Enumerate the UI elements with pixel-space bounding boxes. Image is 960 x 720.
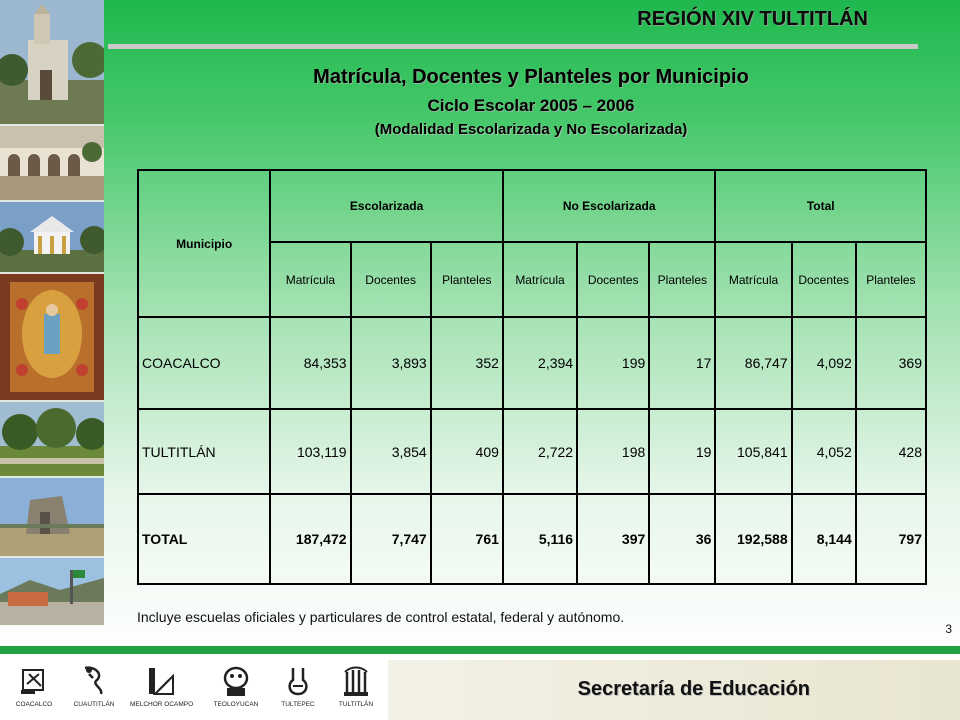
total-value-cell: 7,747 (351, 494, 431, 584)
logo-label: TULTEPEC (281, 701, 315, 708)
subheader-matricula: Matrícula (270, 242, 350, 317)
tultitlan-glyph-icon (341, 664, 371, 698)
municipio-cell: TULTITLÁN (138, 409, 270, 494)
total-row (138, 494, 926, 584)
subheader-docentes: Docentes (792, 242, 856, 317)
page-number: 3 (945, 622, 952, 636)
footer (0, 660, 960, 720)
top-rule (108, 44, 918, 49)
modality-subtitle: (Modalidad Escolarizada y No Escolarizada) (374, 121, 688, 138)
photo-strip (0, 0, 104, 625)
cuautitlan-glyph-icon (79, 664, 109, 698)
green-band (0, 646, 960, 654)
value-cell: 352 (431, 317, 503, 409)
tultitlan-logo (326, 664, 386, 708)
subheader-matricula: Matrícula (715, 242, 791, 317)
total-value-cell: 397 (577, 494, 649, 584)
table-row (138, 409, 926, 494)
cuautitlan-logo (64, 664, 124, 708)
footnote: Incluye escuelas oficiales y particulares de control estatal, federal y autónomo. (137, 609, 625, 625)
value-cell: 199 (577, 317, 649, 409)
teoloyucan-logo (206, 664, 266, 708)
coacalco-logo (4, 664, 64, 708)
total-value-cell: 761 (431, 494, 503, 584)
value-cell: 2,394 (503, 317, 577, 409)
total-value-cell: 8,144 (792, 494, 856, 584)
value-cell: 86,747 (715, 317, 791, 409)
subheader-planteles: Planteles (431, 242, 503, 317)
total-label-cell: TOTAL (138, 494, 270, 584)
church-photo (0, 0, 104, 126)
logo-label: MELCHOR OCAMPO (130, 701, 194, 708)
school-cycle: Ciclo Escolar 2005 – 2006 (427, 96, 635, 115)
subheader-docentes: Docentes (577, 242, 649, 317)
total-value-cell: 5,116 (503, 494, 577, 584)
group-header-escolarizada: Escolarizada (270, 170, 503, 242)
kiosk-photo (0, 202, 104, 274)
total-value-cell: 187,472 (270, 494, 350, 584)
tultepec-glyph-icon (283, 664, 313, 698)
value-cell: 4,092 (792, 317, 856, 409)
value-cell: 3,893 (351, 317, 431, 409)
total-value-cell: 797 (856, 494, 926, 584)
subheader-planteles: Planteles (649, 242, 715, 317)
municipal-logos (0, 660, 388, 720)
plaza-photo (0, 558, 104, 625)
header-group-row (138, 170, 926, 242)
logo-label: TEOLOYUCAN (213, 701, 259, 708)
melchor-ocampo-glyph-icon (143, 664, 177, 698)
value-cell: 84,353 (270, 317, 350, 409)
value-cell: 2,722 (503, 409, 577, 494)
subheader-planteles: Planteles (856, 242, 926, 317)
municipio-header: Municipio (138, 170, 270, 317)
arcade-photo (0, 126, 104, 202)
value-cell: 103,119 (270, 409, 350, 494)
park-photo (0, 402, 104, 478)
value-cell: 4,052 (792, 409, 856, 494)
group-header-no-escolarizada: No Escolarizada (503, 170, 716, 242)
value-cell: 369 (856, 317, 926, 409)
region-title: REGIÓN XIV TULTITLÁN (637, 8, 868, 30)
value-cell: 17 (649, 317, 715, 409)
total-value-cell: 192,588 (715, 494, 791, 584)
logo-label: COACALCO (15, 701, 53, 708)
group-header-total: Total (715, 170, 926, 242)
logo-label: TULTITLÁN (338, 701, 374, 708)
page-title: Matrícula, Docentes y Planteles por Municipio (313, 66, 749, 88)
value-cell: 105,841 (715, 409, 791, 494)
subheader-docentes: Docentes (351, 242, 431, 317)
value-cell: 19 (649, 409, 715, 494)
value-cell: 428 (856, 409, 926, 494)
melchor-ocampo-logo (130, 664, 194, 708)
value-cell: 3,854 (351, 409, 431, 494)
table-row (138, 317, 926, 409)
data-table (137, 169, 927, 585)
logo-label: CUAUTITLÁN (73, 701, 115, 708)
ministry-name: Secretaría de Educación (577, 678, 810, 700)
value-cell: 198 (577, 409, 649, 494)
total-value-cell: 36 (649, 494, 715, 584)
tultepec-logo (268, 664, 328, 708)
coacalco-glyph-icon (19, 664, 49, 698)
teoloyucan-glyph-icon (221, 664, 251, 698)
altar-photo (0, 274, 104, 402)
municipio-cell: COACALCO (138, 317, 270, 409)
ruins-photo (0, 478, 104, 558)
value-cell: 409 (431, 409, 503, 494)
subheader-matricula: Matrícula (503, 242, 577, 317)
